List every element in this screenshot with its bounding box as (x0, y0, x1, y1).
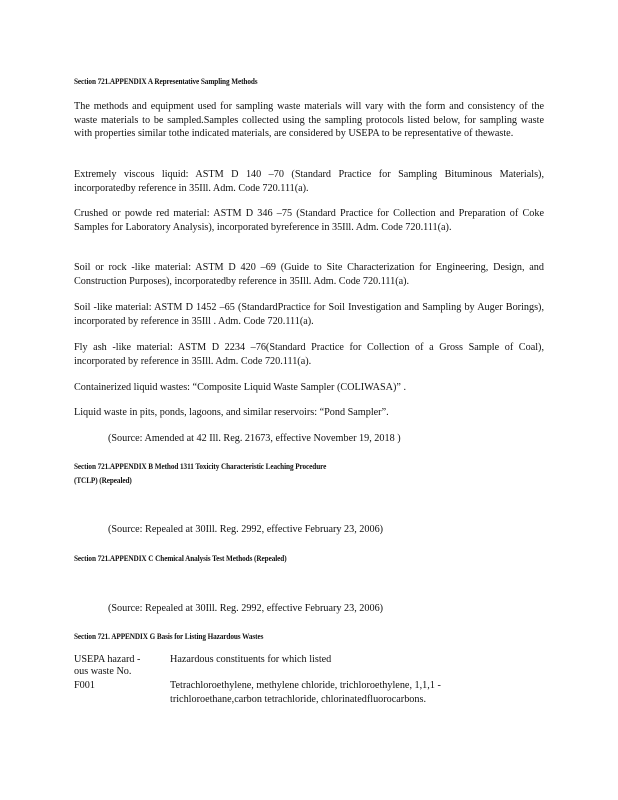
liquid-pits-text: Liquid waste in pits, ponds, lagoons, and similar reservoirs: “Pond Sampler”. (74, 407, 389, 418)
table-header-waste-no-line2: ous waste No. (74, 666, 132, 677)
containerized-text: Containerized liquid wastes: “Composite Liquid Waste Sampler (COLIWASA)” . (74, 382, 407, 393)
soil-rock-paragraph (74, 261, 544, 288)
crushed-material-paragraph (74, 207, 544, 234)
containerized-paragraph (74, 381, 544, 395)
appendix-b-heading-continued: (TCLP) (Repealed) (74, 475, 132, 485)
fly-ash-paragraph (74, 341, 544, 368)
intro-text: The methods and equipment used for sampling waste materials will vary with the form and consistency of the waste materials to be sampled.Samples collected using the sampling protocols listed below, for sampling waste with properties similar tothe indicated materials, are considered by USEPA to be representative of thewaste. (74, 101, 544, 139)
appendix-g-heading: Section 721. APPENDIX G Basis for Listing Hazardous Wastes (74, 631, 264, 641)
soil-rock-text: Soil or rock -like material: ASTM D 420 –69 (Guide to Site Characterization for Engineering, Design, and Construction Purposes), incorporatedby reference in 35Ill. Adm. Code 720.111(a). (74, 262, 544, 287)
viscous-liquid-paragraph (74, 168, 544, 195)
table-cell-constituents-line1: Tetrachloroethylene, methylene chloride, trichloroethylene, 1,1,1 - (170, 680, 441, 691)
table-cell-constituents-line2: trichloroethane,carbon tetrachloride, chlorinatedfluorocarbons. (170, 694, 426, 705)
table-header-waste-no-line1: USEPA hazard - (74, 654, 141, 665)
source-amended-note: (Source: Amended at 42 Ill. Reg. 21673, effective November 19, 2018 ) (108, 433, 401, 444)
appendix-c-heading: Section 721.APPENDIX C Chemical Analysis Test Methods (Repealed) (74, 553, 287, 563)
crushed-material-text: Crushed or powde red material: ASTM D 346 –75 (Standard Practice for Collection and Preparation of Coke Samples for Laboratory Analysis), incorporated byreference in 35Ill. Adm. Code 720.111(a). (74, 208, 544, 233)
viscous-liquid-text: Extremely viscous liquid: ASTM D 140 –70 (Standard Practice for Sampling Bituminous Materials), incorporatedby reference in 35Ill. Adm. Code 720.111(a). (74, 169, 544, 194)
table-cell-waste-code: F001 (74, 680, 95, 691)
appendix-a-heading: Section 721.APPENDIX A Representative Sampling Methods (74, 76, 258, 86)
soil-like-paragraph (74, 301, 544, 328)
liquid-pits-paragraph (74, 406, 544, 420)
fly-ash-text: Fly ash -like material: ASTM D 2234 –76(Standard Practice for Collection of a Gross Sample of Coal), incorporated by reference in 35Ill. Adm. Code 720.111(a). (74, 342, 544, 367)
source-repealed-b-note: (Source: Repealed at 30Ill. Reg. 2992, effective February 23, 2006) (108, 524, 384, 535)
source-repealed-c-note: (Source: Repealed at 30Ill. Reg. 2992, effective February 23, 2006) (108, 603, 384, 614)
appendix-b-heading: Section 721.APPENDIX B Method 1311 Toxicity Characteristic Leaching Procedure (74, 461, 327, 471)
intro-paragraph (74, 100, 544, 141)
table-header-constituents: Hazardous constituents for which listed (170, 654, 332, 665)
soil-like-text: Soil -like material: ASTM D 1452 –65 (StandardPractice for Soil Investigation and Sampling by Auger Borings), incorporated by reference in 35Ill . Adm. Code 720.111(a). (74, 302, 544, 327)
